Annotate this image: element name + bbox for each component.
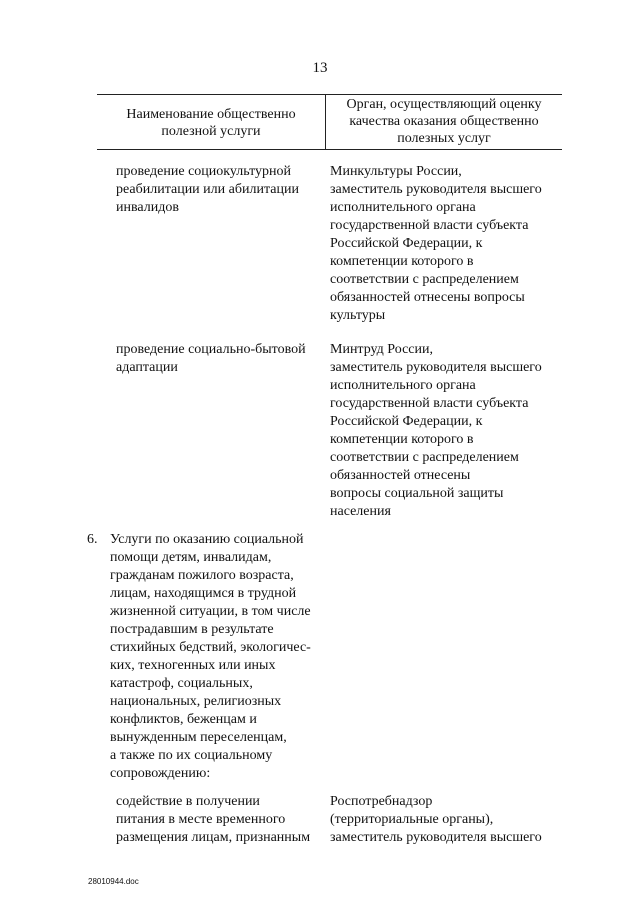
text-line: лицам, находящимся в трудной — [110, 586, 297, 601]
text-line: Российской Федерации, к — [330, 414, 483, 429]
header-col-authority — [326, 96, 562, 147]
text-line: конфликтов, беженцам и — [110, 712, 257, 727]
text-line: заместитель руководителя высшего — [330, 182, 542, 197]
header-col1-line: полезной услуги — [161, 124, 261, 139]
table-top-border — [97, 94, 562, 95]
page-number: 13 — [312, 60, 328, 76]
text-line: обязанностей отнесены — [330, 468, 471, 483]
text-line: катастроф, социальных, — [110, 676, 253, 691]
text-line: стихийных бедствий, экологичес- — [110, 640, 311, 655]
text-line: населения — [330, 504, 391, 519]
text-line: соответствии с распределением — [330, 450, 519, 465]
text-line: пострадавшим в результате — [110, 622, 274, 637]
text-line: содействие в получении — [116, 794, 260, 809]
text-line: государственной власти субъекта — [330, 218, 529, 233]
text-line: исполнительного органа — [330, 378, 476, 393]
text-line: размещения лицам, признанным — [116, 830, 311, 845]
item-number: 6. — [87, 532, 98, 547]
text-line: Услуги по оказанию социальной — [110, 532, 304, 547]
header-col1-line: Наименование общественно — [126, 107, 296, 122]
text-line: инвалидов — [116, 200, 179, 215]
text-line: обязанностей отнесены вопросы — [330, 290, 525, 305]
text-line: компетенции которого в — [330, 254, 474, 269]
row2-authority — [330, 341, 542, 521]
text-line: питания в месте временного — [116, 812, 286, 827]
row3-authority — [330, 793, 542, 847]
text-line: адаптации — [116, 360, 178, 375]
row3-service — [116, 793, 310, 847]
text-line: сопровождению: — [110, 766, 211, 781]
text-line: Российской Федерации, к — [330, 236, 483, 251]
header-col-service — [97, 106, 325, 140]
text-line: компетенции которого в — [330, 432, 474, 447]
file-name-footer: 28010944.doc — [88, 877, 139, 886]
text-line: соответствии с распределением — [330, 272, 519, 287]
text-line: ких, техногенных или иных — [110, 658, 276, 673]
text-line: вопросы социальной защиты — [330, 486, 504, 501]
text-line: исполнительного органа — [330, 200, 476, 215]
text-line: заместитель руководителя высшего — [330, 830, 542, 845]
row1-service — [116, 163, 299, 217]
text-line: проведение социокультурной — [116, 164, 292, 179]
row1-authority — [330, 163, 542, 325]
header-col2-line: качества оказания общественно — [349, 114, 539, 129]
header-bottom-border — [97, 149, 562, 150]
text-line: культуры — [330, 308, 386, 323]
text-line: Роспотребнадзор — [330, 794, 433, 809]
text-line: (территориальные органы), — [330, 812, 494, 827]
text-line: Минкультуры России, — [330, 164, 462, 179]
header-col2-line: Орган, осуществляющий оценку — [346, 97, 542, 112]
text-line: государственной власти субъекта — [330, 396, 529, 411]
header-col2-line: полезных услуг — [397, 131, 491, 146]
text-line: жизненной ситуации, в том числе — [110, 604, 311, 619]
row2-service — [116, 341, 306, 377]
text-line: проведение социально-бытовой — [116, 342, 306, 357]
text-line: национальных, религиозных — [110, 694, 282, 709]
text-line: гражданам пожилого возраста, — [110, 568, 294, 583]
text-line: помощи детям, инвалидам, — [110, 550, 272, 565]
text-line: а также по их социальному — [110, 748, 273, 763]
text-line: вынужденным переселенцам, — [110, 730, 287, 745]
text-line: заместитель руководителя высшего — [330, 360, 542, 375]
text-line: реабилитации или абилитации — [116, 182, 299, 197]
item6-text — [110, 531, 311, 783]
text-line: Минтруд России, — [330, 342, 433, 357]
